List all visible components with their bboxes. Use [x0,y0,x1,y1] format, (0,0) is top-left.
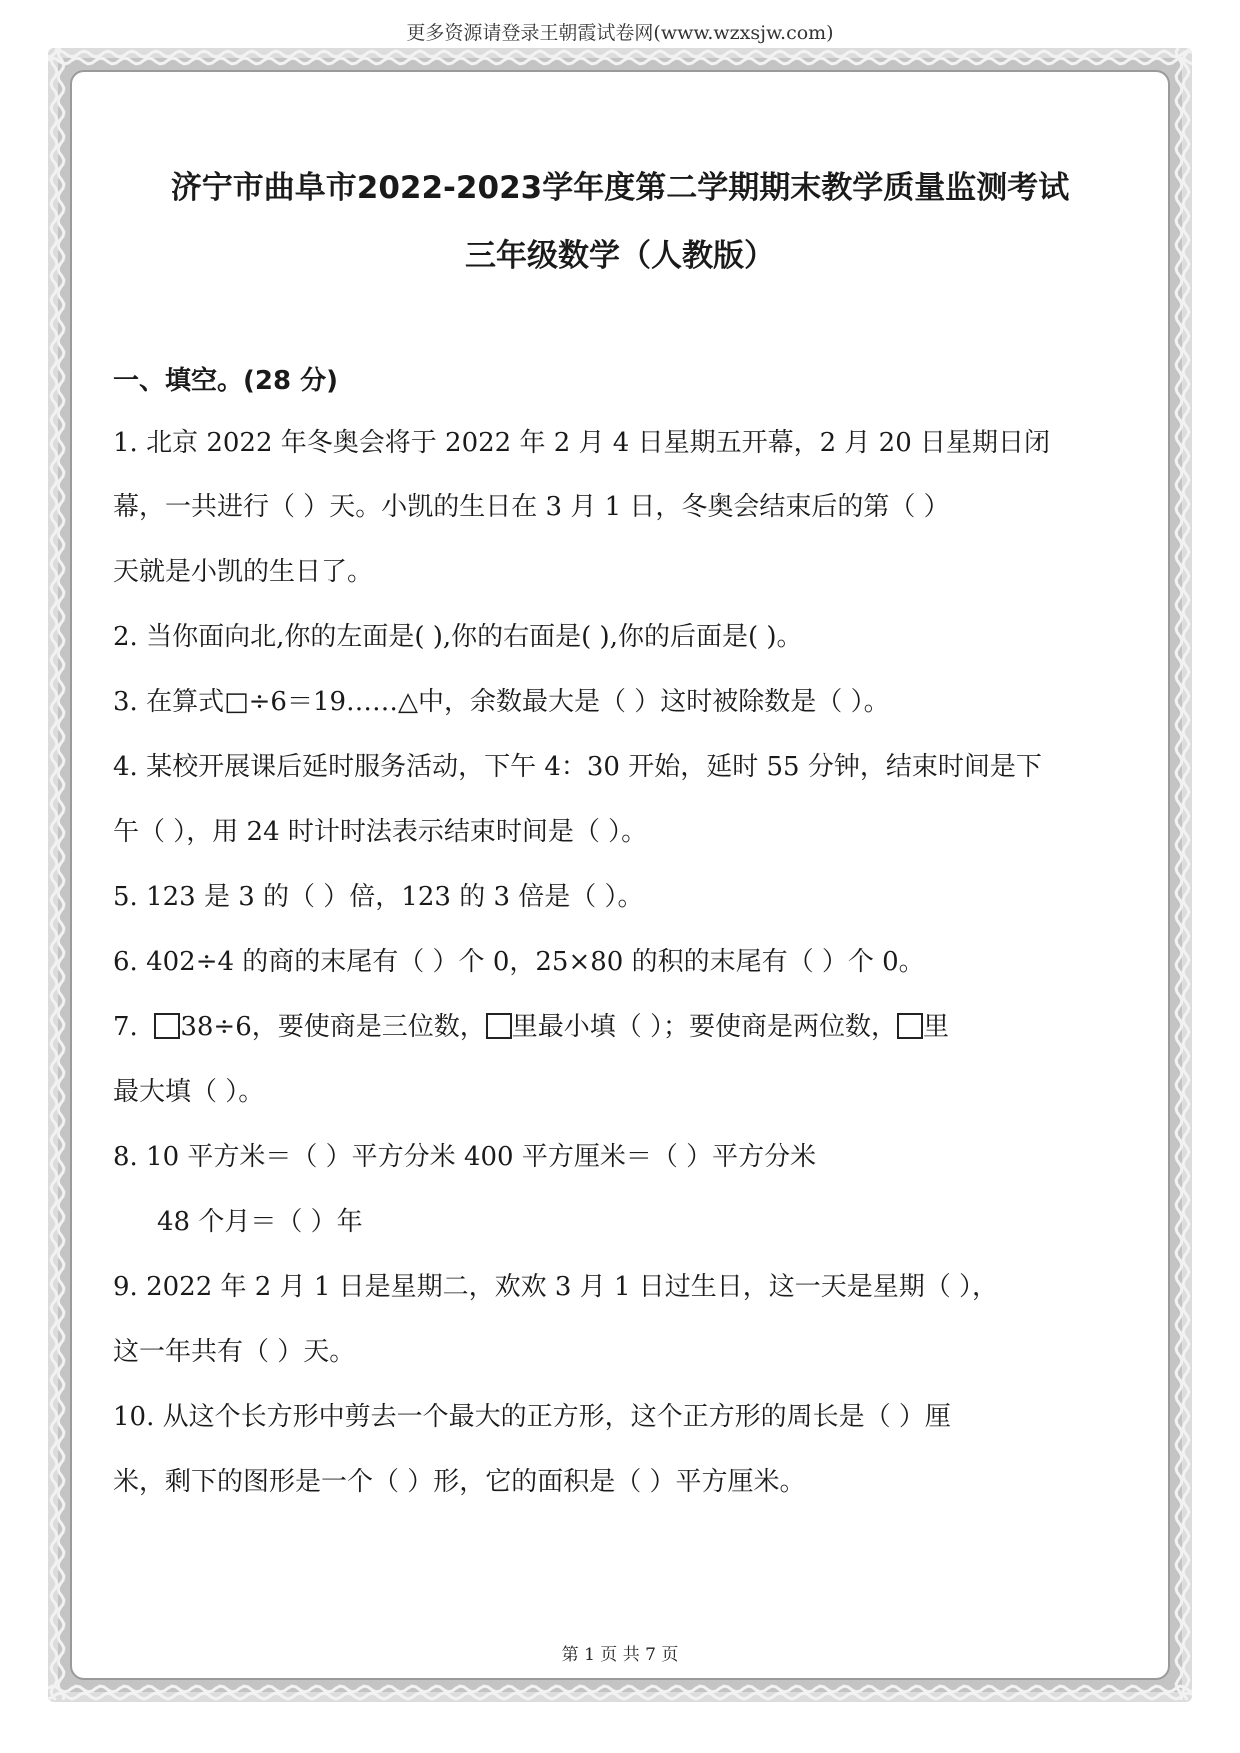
question-line: 6. 402÷4 的商的末尾有（ ）个 0，25×80 的积的末尾有（ ）个 0。 [113,947,925,977]
question-line: 1. 北京 2022 年冬奥会将于 2022 年 2 月 4 日星期五开幕，2 月 20 日星期日闭 [113,428,1051,458]
question-7-line [113,1011,949,1043]
border-wave [48,58,1192,64]
border-wave [1183,48,1189,1700]
blank-box [486,1013,512,1039]
border-wave [48,1693,1192,1699]
question-line: 4. 某校开展课后延时服务活动，下午 4：30 开始，延时 55 分钟，结束时间是下 [113,752,1042,782]
question-text: 里最小填（ ）；要使商是两位数， [511,1012,898,1042]
question-line: 3. 在算式□÷6＝19……△中，余数最大是（ ）这时被除数是（ ）。 [113,687,890,717]
header-note: 更多资源请登录王朝霞试卷网(www.wzxsjw.com) [406,22,834,44]
question-line: 2. 当你面向北,你的左面是( ),你的右面是( ),你的后面是( )。 [113,622,803,652]
border-wave [58,48,64,1700]
border-wave [1176,48,1182,1700]
question-text: 38÷6，要使商是三位数， [180,1012,486,1042]
exam-subtitle: 三年级数学（人教版） [465,238,775,274]
question-number: 7. [113,1012,138,1042]
question-line: 午（ ），用 24 时计时法表示结束时间是（ ）。 [113,817,648,847]
question-line: 幕，一共进行（ ）天。小凯的生日在 3 月 1 日，冬奥会结束后的第（ ） [113,492,950,522]
question-text: 里 [923,1012,950,1042]
border-wave [48,1686,1192,1692]
question-line: 9. 2022 年 2 月 1 日是星期二，欢欢 3 月 1 日过生日，这一天是星期（ ）， [113,1272,999,1302]
question-line: 米，剩下的图形是一个（ ）形，它的面积是（ ）平方厘米。 [113,1467,806,1497]
question-line: 天就是小凯的生日了。 [113,557,374,587]
section-title: 一、填空。(28 分) [113,366,338,396]
border-wave [51,48,57,1700]
question-line: 48 个月＝（ ）年 [157,1207,363,1237]
exam-title: 济宁市曲阜市2022-2023学年度第二学期期末教学质量监测考试 [170,170,1070,206]
question-line: 5. 123 是 3 的（ ）倍，123 的 3 倍是（ ）。 [113,882,644,912]
page-frame-inner [70,70,1170,1680]
question-line: 10. 从这个长方形中剪去一个最大的正方形，这个正方形的周长是（ ）厘 [113,1402,951,1432]
question-line: 8. 10 平方米＝（ ）平方分米 400 平方厘米＝（ ）平方分米 [113,1142,817,1172]
question-line: 最大填（ ）。 [113,1077,265,1107]
blank-box [154,1013,180,1039]
border-wave [48,51,1192,57]
question-line: 这一年共有（ ）天。 [113,1337,356,1367]
page-number: 第 1 页 共 7 页 [561,1645,679,1665]
blank-box [897,1013,923,1039]
